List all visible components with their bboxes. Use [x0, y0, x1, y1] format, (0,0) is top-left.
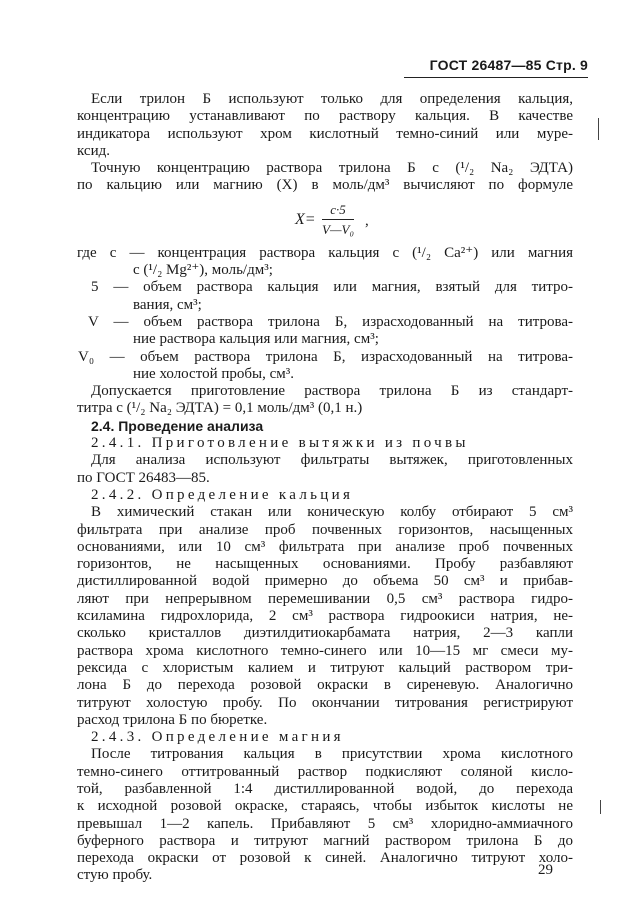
- margin-mark: [598, 118, 599, 140]
- text-line: титра с (¹/₂ Na₂ ЭДТА) = 0,1 моль/дм³ (0,1 н.): [77, 400, 363, 417]
- running-header: ГОСТ 26487—85 Стр. 9: [429, 57, 588, 73]
- section-heading-2-4: 2.4. Проведение анализа: [91, 417, 264, 434]
- text-line: фильтрата при анализе проб почвенных горизонтов, насыщенных: [77, 521, 573, 538]
- text-line: лона Б до перехода розовой окраски в сиреневую. Аналогично: [77, 677, 573, 694]
- paragraph-extract: [77, 452, 573, 487]
- text-line: ксиламина гидрохлорида, 2 см³ раствора гидроокиси натрия, не-: [77, 608, 573, 625]
- definition-line: V₀ — объем раствора трилона Б, израсходованный на титрова-: [78, 348, 573, 365]
- text-line: по кальцию или магнию (X) в моль/дм³ вычисляют по формуле: [77, 177, 573, 194]
- text-line: концентрацию устанавливают по раствору кальция. В качестве: [77, 108, 573, 125]
- text-line: той, разбавленной 1:4 дистиллированной водой, до перехода: [77, 780, 573, 797]
- fraction-bar: [322, 219, 354, 220]
- text-line: превышал 1—2 капель. Прибавляют 5 см³ хлоридно-аммиачного: [77, 815, 573, 832]
- paragraph-concentration: [77, 160, 573, 195]
- paragraph-calcium-titrant: [77, 91, 573, 160]
- definition-line: вания, см³;: [133, 296, 202, 313]
- text-line: Допускается приготовление раствора трилона Б из стандарт-: [91, 383, 573, 400]
- page-body: [77, 91, 573, 885]
- definition-line: V — объем раствора трилона Б, израсходованный на титрова-: [88, 313, 573, 330]
- text-line: Точную концентрацию раствора трилона Б с (¹/₂ Na₂ ЭДТА): [91, 160, 573, 177]
- text-line: ляют при непрерывном перемешивании 0,5 см³ раствора гидро-: [77, 590, 573, 607]
- formula-numerator: c·5: [330, 201, 346, 217]
- text-line: дистиллированной водой примерно до объема 50 см³ и прибав-: [77, 573, 573, 590]
- text-line: раствора хрома кислотного темно-синего или 10—15 мг смеси му-: [77, 642, 573, 659]
- paragraph-magnesium-procedure: [77, 746, 573, 884]
- definition-line: с (¹/₂ Mg²⁺), моль/дм³;: [133, 262, 273, 279]
- section-heading-2-4-1: 2.4.1. Приготовление вытяжки из почвы: [91, 435, 469, 452]
- text-line: к исходной розовой окраске, стараясь, чтобы избыток кислоты не: [77, 798, 573, 815]
- paragraph-standard-titre: [77, 383, 573, 418]
- definition-line: где c — концентрация раствора кальция с (¹/₂ Ca²⁺) или магния: [77, 244, 573, 261]
- text-line: горизонтов, не насыщенных основаниями. Пробу разбавляют: [77, 556, 573, 573]
- margin-mark: [600, 800, 601, 814]
- text-line: буферного раствора и титруют магний раствором трилона Б до: [77, 832, 573, 849]
- formula: [77, 195, 573, 245]
- definition-line: ние холостой пробы, см³.: [133, 365, 294, 382]
- page-number: 29: [538, 862, 553, 878]
- definition-line: ние раствора кальция или магния, см³;: [133, 331, 379, 348]
- formula-denominator: V—V₀: [322, 222, 354, 238]
- formula-lhs: X=: [295, 210, 316, 228]
- formula-comma: ,: [365, 212, 369, 229]
- text-line: по ГОСТ 26483—85.: [77, 469, 210, 486]
- definitions: [77, 245, 573, 383]
- text-line: В химический стакан или коническую колбу отбирают 5 см³: [91, 504, 573, 521]
- text-line: титруют холостую пробу. По окончании титрования регистрируют: [77, 694, 573, 711]
- text-line: сколько кристаллов диэтилдитиокарбамата натрия, 2—3 капли: [77, 625, 573, 642]
- header-rule: [404, 77, 588, 78]
- text-line: После титрования кальция в присутствии хрома кислотного: [91, 746, 573, 763]
- text-line: стую пробу.: [77, 867, 153, 884]
- definition-line: 5 — объем раствора кальция или магния, взятый для титро-: [91, 279, 573, 296]
- text-line: расход трилона Б по бюретке.: [77, 711, 268, 728]
- text-line: основаниями, или 10 см³ фильтрата при анализе проб почвенных: [77, 538, 573, 555]
- paragraph-calcium-procedure: [77, 504, 573, 729]
- section-heading-2-4-2: 2.4.2. Определение кальция: [91, 486, 354, 503]
- text-line: ксид.: [77, 142, 110, 159]
- text-line: темно-синего оттитрованный раствор подкисляют соляной кисло-: [77, 763, 573, 780]
- text-line: индикатора используют хром кислотный темно-синий или муре-: [77, 125, 573, 142]
- formula-fraction: [322, 201, 354, 239]
- section-heading-2-4-3: 2.4.3. Определение магния: [91, 729, 344, 746]
- text-line: перехода окраски от розовой к синей. Аналогично титруют холо-: [77, 850, 573, 867]
- text-line: рексида с хлористым калием и титруют кальций раствором три-: [77, 659, 573, 676]
- text-line: Если трилон Б используют только для определения кальция,: [91, 91, 573, 107]
- text-line: Для анализа используют фильтраты вытяжек, приготовленных: [91, 452, 573, 469]
